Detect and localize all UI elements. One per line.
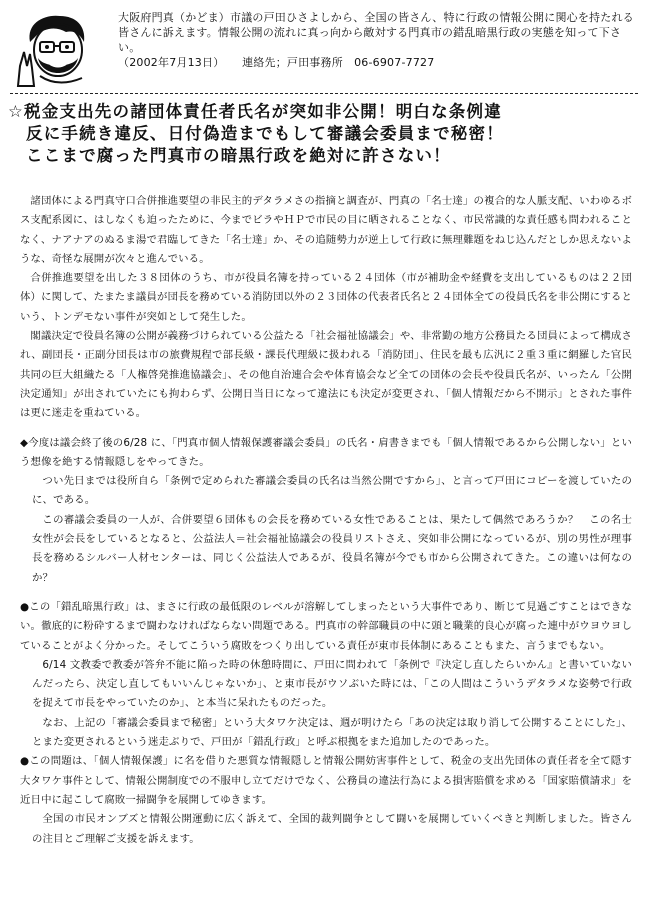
paragraph-2: 合併推進要望を出した３８団体のうち、市が役員名簿を持っている２４団体（市が補助金や経費を支出しているものは２２団体）に関して、たまたま議員が団長を務めている消防団以外の２３団体の代表者氏名と２４団体全ての役員氏名を非公開にするという、トンデモない事件が突如として発生した。	[20, 272, 632, 323]
section-2-paragraph-3: なお、上記の「審議会委員まで秘密」という大タワケ決定は、週が明けたら「あの決定は取り消して公開することにした」、とまた変更されるという迷走ぶりで、戸田が「錯乱行政」と呼ぶ根拠をまた追加したのであった。	[32, 716, 632, 749]
section-3-paragraph-2: 全国の市民オンブズと情報公開運動に広く訴えて、全国的裁判闘争として闘いを展開していくべきと判断しました。皆さんの注目とご理解ご支援を訴えます。	[32, 813, 632, 845]
paragraph-1: 諸団体による門真守口合併推進要望の非民主的デタラメさの指摘と調査が、門真の「名士達」の複合的な人脈支配、いわゆるボス支配系図に、はしなくも迫ったために、今までビラやＨＰで市民の目に晒されることなく、市民常識的な責任感も問われることなく、ナアナアのぬるま湯で君臨してきた「名士達」か、その追随勢力が逆上して行政に無理難題をねじ込んだとしか思えないような、奇怪な展開が次々と進んでいる。	[20, 195, 632, 265]
headline-line-2: 反に手続き違反、日付偽造までもして審議会委員まで秘密！	[26, 124, 504, 143]
section-1-lead-text: 今度は議会終了後の6/28 に、「門真市個人情報保護審議会委員」の氏名・肩書きまでも「個人情報であるから公開しない」という想像を絶する情報隠しをやってきた。	[20, 436, 632, 468]
paragraph-3: 閣議決定で役員名簿の公開が義務づけられている公益たる「社会福祉協議会」や、非常勤の地方公務員たる団員によって構成され、副団長・正副分団長は市の旅費規程で部長級・課長代理級に扱われる「消防団」、住民を最も広汎に２重３重に網羅した官民共同の巨大組織たる「人権啓発推進協議会」、その他自治連合会や体育協会など全ての団体の会長や役員氏名が、いったん「公開決定通知」が出されていたにも拘わらず、公開日当日になって違法にも決定が変更され、「個人情報だから不開示」とされた事件は更に迷走を重ねている。	[20, 330, 632, 420]
dashed-divider	[10, 93, 638, 94]
section-1-paragraph-2: つい先日までは役所自ら「条例で定められた審議会委員の氏名は当然公開ですから」、と言って戸田にコピーを渡していたのに、である。	[32, 475, 632, 507]
diamond-bullet-icon: ◆	[20, 436, 29, 449]
circle-bullet-icon: ●	[20, 600, 30, 613]
section-diamond	[20, 434, 632, 588]
section-3-lead-text: この問題は、「個人情報保護」に名を借りた悪質な情報隠しと情報公開妨害事件として、税金の支出先団体の責任者を全て隠す大タワケ事件として、情報公開制度での不服申し立てだけでなく、公務員の違法行為による損害賠償を求める「国家賠償請求」を近日中に起こして腐敗一掃闘争を展開してゆきます。	[20, 755, 633, 806]
issue-date: （2002年7月13日）	[118, 56, 225, 69]
intro-block	[118, 10, 638, 70]
headline-line-1: ☆税金支出先の諸団体責任者氏名が突如非公開！明白な条例違	[8, 102, 502, 121]
header	[14, 6, 638, 92]
section-circle-1	[20, 598, 632, 752]
intro-meta	[118, 55, 638, 70]
circle-bullet-icon: ●	[20, 755, 30, 768]
section-2-lead	[20, 598, 632, 656]
article-body	[20, 192, 632, 849]
contact-info: 連絡先；戸田事務所 06-6907-7727	[242, 56, 435, 69]
section-1-paragraph-3: この審議会委員の一人が、合併要望６団体もの会長を務めている女性であることは、果たして偶然であろうか？ この名士女性が会長をしているとなると、公益法人＝社会福祉協議会の役員リストさえ、突如非公開になっているが、別の男性が理事長を務めるシルバー人材センターは、同じく公益法人であるが、役員名簿が今でも市から公開されてきた。この違いは何なのか？	[32, 513, 632, 584]
section-2-lead-text: この「錯乱暗黒行政」は、まさに行政の最低限のレベルが溶解してしまったという大事件であり、断じて見過ごすことはできない。徹底的に粉砕するまで闘わなければならない問題である。門真市の幹部職員の中に頭と職業的良心が腐った連中がウヨウヨしていることがよく分かった。そしてこういう腐敗をつくり出している責任が東市長体制にあることもまた、言うまでもない。	[20, 600, 633, 652]
author-caricature-icon	[16, 12, 98, 88]
section-1-lead	[20, 434, 632, 473]
headline	[8, 101, 648, 167]
section-2-paragraph-2: 6/14 文教委で教委が答弁不能に陥った時の休憩時間に、戸田に問われて「条例で『決定し直したらいかん』と書いていないんだったら、決定し直してもいいんじゃないか」、と東市長がウソぶいた時には、「この人間はこういうデタラメな姿勢で行政を捉えて市長をやっていたのか」、と本当に呆れたものだった。	[32, 658, 632, 710]
section-circle-2	[20, 752, 632, 848]
intro-text: 大阪府門真（かどま）市議の戸田ひさよしから、全国の皆さん、特に行政の情報公開に関心を持たれる皆さんに訴えます。情報公開の流れに真っ向から敵対する門真市の錯乱暗黒行政の実態を知って下さい。	[118, 11, 634, 54]
section-3-lead	[20, 752, 632, 810]
headline-line-3: ここまで腐った門真市の暗黒行政を絶対に許さない！	[26, 146, 451, 165]
